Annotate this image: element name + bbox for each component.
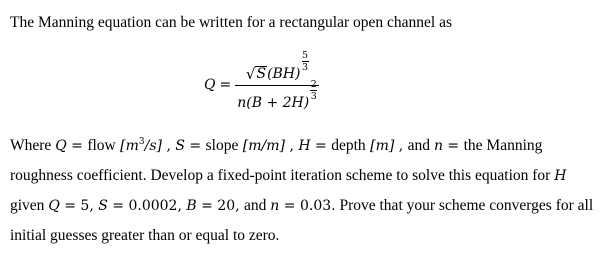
denominator-exponent-top: 2 [310, 78, 317, 90]
numerator-group: (BH) [267, 65, 301, 82]
manning-equation [204, 49, 319, 115]
sqrt-symbol: √ [245, 64, 256, 83]
body-line-1 [10, 131, 592, 161]
line-3-rest: Prove that your scheme converges for all [339, 197, 594, 214]
and-word-1: and [407, 137, 431, 154]
var-Q: Q [55, 138, 67, 154]
flow-word: flow [87, 137, 116, 154]
equals-1: = [66, 138, 88, 154]
equals-4: = [442, 138, 464, 154]
var-S: S [175, 138, 185, 154]
body-line-3 [10, 191, 592, 221]
given-word: given [10, 197, 45, 214]
the-manning: the Manning [463, 137, 543, 154]
given-n-value: = 0.03. [279, 198, 336, 214]
denominator-group: (B + 2H) [246, 94, 310, 111]
comma-1: , [162, 138, 176, 154]
given-S: S [98, 198, 108, 214]
where-word: Where [10, 137, 52, 154]
denominator-exponent-bottom: 3 [310, 91, 317, 102]
unit-flow-sup: 3 [138, 137, 145, 147]
sqrt-expression [246, 66, 267, 82]
equation-fraction [235, 49, 319, 111]
given-B: B [186, 198, 197, 214]
comma-2: , [285, 138, 299, 154]
given-n: n [270, 198, 280, 214]
fraction-denominator [235, 78, 319, 111]
depth-word: depth [331, 137, 366, 154]
sqrt-argument: S [256, 65, 267, 82]
unit-depth: [m] [365, 138, 395, 154]
equation-lhs: Q [204, 77, 216, 93]
var-H: H [298, 138, 311, 154]
numerator-exponent-top: 5 [301, 49, 309, 61]
equals-2: = [184, 138, 206, 154]
numerator-exponent-bottom: 3 [301, 62, 309, 73]
body-line-2 [10, 161, 592, 191]
var-H-2: H [554, 168, 567, 184]
line-2-text: roughness coefficient. Develop a fixed-point iteration scheme to solve this equation for [10, 167, 551, 184]
intro-text: The Manning equation can be written for a rectangular open channel as [10, 14, 452, 31]
given-B-value: = 20, [196, 198, 245, 214]
fraction-bar [235, 85, 319, 86]
equals-3: = [310, 138, 332, 154]
comma-3: , [394, 138, 408, 154]
unit-slope: [m/m] [238, 138, 285, 154]
problem-body [10, 131, 592, 251]
given-S-value: = 0.0002, [107, 198, 187, 214]
given-Q: Q [48, 198, 60, 214]
var-n: n [433, 138, 443, 154]
unit-flow-b: /s] [144, 138, 163, 154]
and-word-2: and [244, 197, 267, 214]
slope-word: slope [205, 137, 239, 154]
body-line-4: initial guesses greater than or equal to zero. [10, 227, 280, 244]
given-Q-value: = 5, [59, 198, 99, 214]
numerator-exponent [302, 51, 309, 73]
equation-equals: = [219, 77, 232, 93]
unit-flow-a: [m [115, 138, 139, 154]
denominator-n: n [237, 94, 247, 111]
fraction-numerator [244, 49, 311, 83]
denominator-exponent [310, 80, 317, 102]
